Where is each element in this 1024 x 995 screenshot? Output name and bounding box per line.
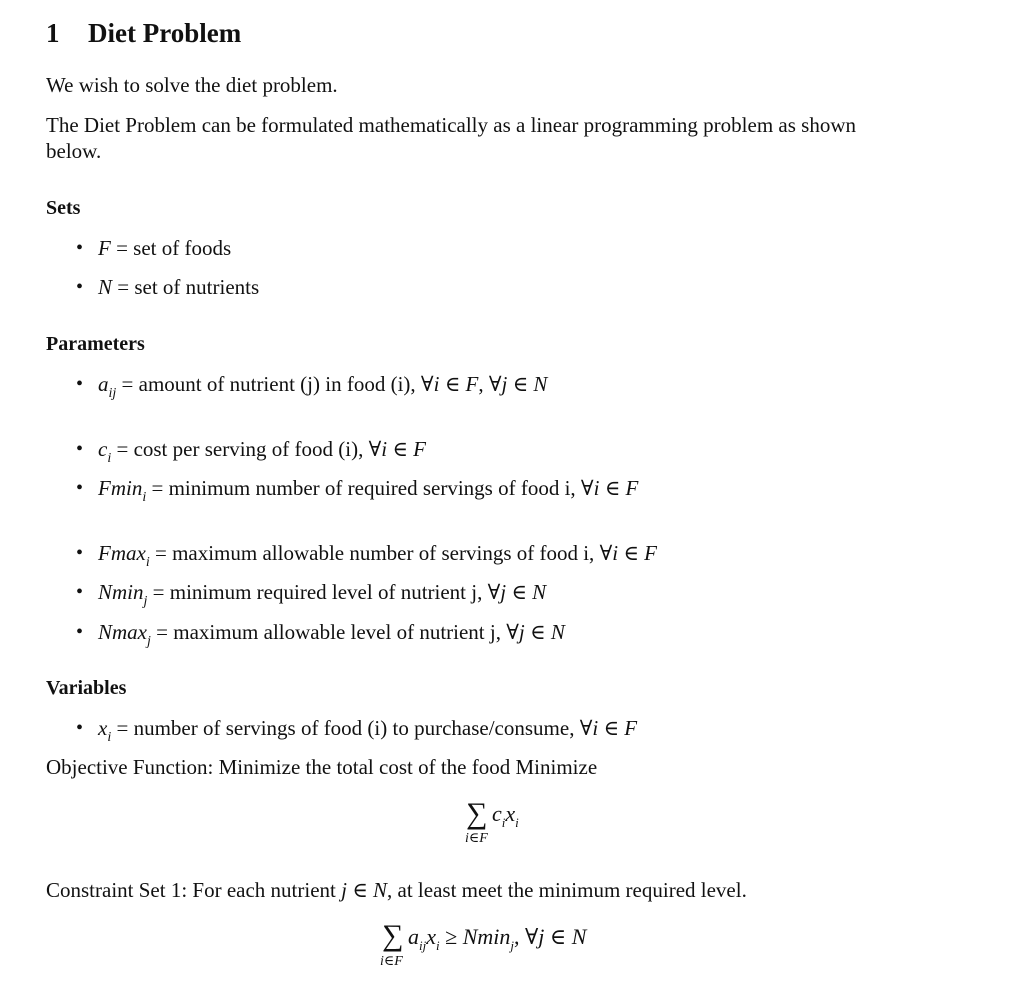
parameters-heading: Parameters: [46, 333, 145, 355]
bullet-icon: •: [76, 438, 84, 460]
sets-heading: Sets: [46, 197, 81, 219]
objective-sum-sigma: ∑: [466, 797, 488, 830]
bullet-icon: •: [76, 373, 84, 395]
param-nmax: • Nmax$_j$ = maximum allowable level of nutrient j, ∀j ∈ N: [76, 620, 565, 649]
bullet-icon: •: [76, 237, 84, 259]
param-fmax: • Fmax$_i$ = maximum allowable number of servings of food i, ∀i ∈ F: [76, 541, 657, 570]
param-fmin: • Fmin$_i$ = minimum number of required servings of food i, ∀i ∈ F: [76, 476, 639, 505]
param-nmin: • Nmin$_j$ = minimum required level of nutrient j, ∀j ∈ N: [76, 580, 547, 609]
constraint-1-text: Constraint Set 1: For each nutrient j ∈ N, at least meet the minimum required level.: [46, 878, 747, 902]
objective-sum-index: i∈F: [465, 831, 488, 846]
sets-item-nutrients: • N = set of nutrients: [76, 275, 260, 299]
bullet-icon: •: [76, 581, 84, 603]
variable-x: • $x_i$ = number of servings of food (i) to purchase/consume, ∀i ∈ F: [76, 716, 638, 745]
constraint-1-sum-sigma: ∑: [382, 919, 404, 952]
intro-line-2a: The Diet Problem can be formulated mathematically as a linear programming problem as shown: [46, 113, 856, 137]
objective-sum-term: $c_ix_i$: [492, 801, 519, 830]
bullet-icon: •: [76, 276, 84, 298]
variables-heading: Variables: [46, 677, 127, 699]
constraint-1-equation: $a_{ij}x_i \ge Nmin_j$, ∀j ∈ N: [408, 924, 587, 953]
constraint-1-sum-index: i∈F: [380, 954, 403, 969]
sets-item-foods: • F = set of foods: [76, 236, 232, 260]
bullet-icon: •: [76, 542, 84, 564]
section-number: 1: [46, 18, 60, 48]
intro-line-1: We wish to solve the diet problem.: [46, 73, 338, 97]
bullet-icon: •: [76, 477, 84, 499]
intro-line-2b: below.: [46, 139, 102, 163]
param-c: • $c_i = \cos t$ per serving of food (i), ∀i ∈ F: [76, 437, 426, 466]
param-a: • $a_{ij}$ = amount of nutrient (j) in food (i), ∀i ∈ F, ∀j ∈ N: [76, 372, 548, 401]
bullet-icon: •: [76, 717, 84, 739]
section-title: Diet Problem: [88, 18, 242, 48]
objective-text: Objective Function: Minimize the total cost of the food Minimize: [46, 755, 598, 779]
bullet-icon: •: [76, 621, 84, 643]
